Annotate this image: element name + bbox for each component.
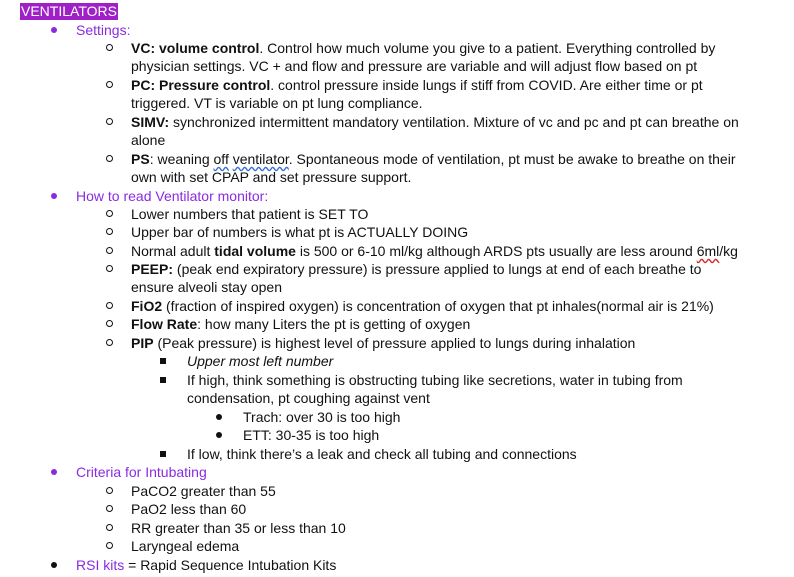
ps-line1	[131, 150, 736, 168]
rsi-line	[76, 556, 336, 574]
bullet	[106, 260, 113, 278]
bullet	[106, 519, 113, 537]
ps-text-a: : weaning	[149, 151, 214, 167]
pc-line1	[131, 76, 703, 94]
bullet	[216, 408, 222, 426]
pc-term: PC: Pressure control	[131, 77, 271, 93]
settings-heading: Settings:	[76, 22, 131, 38]
intubating-item: Laryngeal edema	[131, 538, 240, 554]
simv-line1	[131, 113, 739, 131]
pip-term: PIP	[131, 335, 154, 351]
bullet	[106, 297, 113, 315]
simv-line2: alone	[131, 132, 166, 148]
monitor-upper: Upper bar of numbers is what pt is ACTUALLY DOING	[131, 224, 469, 240]
pc-text: . control pressure inside lungs if stiff from COVID. Are either time or pt	[270, 77, 703, 93]
tidal-6ml: 6ml	[696, 243, 720, 259]
ps-term: PS	[131, 151, 150, 167]
pip-sub3: If low, think there’s a leak and check all tubing and connections	[187, 446, 577, 462]
intubating-heading: Criteria for Intubating	[76, 464, 207, 480]
intubating-item: RR greater than 35 or less than 10	[131, 520, 346, 536]
bullet	[106, 76, 113, 94]
page-title: VENTILATORS	[21, 3, 117, 19]
ps-ventilator-word: ventilator	[232, 151, 289, 167]
peep-text: (peak end expiratory pressure) is pressure applied to lungs at end of each breathe to	[173, 261, 702, 277]
bullet	[51, 556, 57, 574]
pip-sub2-line1: If high, think something is obstructing tubing like secretions, water in tubing from	[187, 372, 683, 388]
vc-text: . Control how much volume you give to a patient. Everything controlled by	[259, 40, 716, 56]
tidal-text-b: is 500 or 6-10 ml/kg although ARDS pts usually are less around	[295, 243, 697, 259]
pip-trach: Trach: over 30 is too high	[243, 409, 401, 425]
pip-sub2-line2: condensation, pt coughing against vent	[187, 390, 430, 406]
peep-line2: ensure alveoli stay open	[131, 279, 282, 295]
tidal-line	[131, 242, 738, 260]
bullet	[106, 482, 113, 500]
bullet	[160, 371, 166, 389]
rsi-text: = Rapid Sequence Intubation Kits	[124, 557, 337, 573]
ps-text-b: . Spontaneous mode of ventilation, pt must be awake to breathe on their	[288, 151, 736, 167]
pip-sub1	[187, 352, 333, 370]
fio2-line	[131, 297, 714, 315]
simv-term: SIMV:	[131, 114, 170, 130]
peep-line1	[131, 260, 701, 278]
pip-line	[131, 334, 635, 352]
vc-term: VC: volume control	[131, 40, 260, 56]
bullet	[106, 150, 113, 168]
bullet	[51, 21, 57, 39]
intubating-item: PaO2 less than 60	[131, 501, 247, 517]
pip-sub1-text: Upper most left number	[187, 353, 334, 369]
pip-ett: ETT: 30-35 is too high	[243, 427, 380, 443]
bullet	[106, 39, 113, 57]
bullet	[106, 242, 113, 260]
peep-term: PEEP:	[131, 261, 174, 277]
flow-line	[131, 315, 470, 333]
tidal-text-a: Normal adult	[131, 243, 215, 259]
tidal-text-d: /kg	[719, 243, 738, 259]
rsi-heading: RSI kits	[76, 557, 125, 573]
bullet	[216, 426, 222, 444]
bullet	[51, 463, 57, 481]
vc-line2: physician settings. VC + and flow and pressure are variable and will adjust flow based on pt	[131, 58, 698, 74]
intubating-item: PaCO2 greater than 55	[131, 483, 276, 499]
pip-text: (Peak pressure) is highest level of pressure applied to lungs during inhalation	[153, 335, 636, 351]
fio2-text: (fraction of inspired oxygen) is concentration of oxygen that pt inhales(normal air is 21%)	[162, 298, 714, 314]
vc-line1	[131, 39, 715, 57]
bullet	[106, 315, 113, 333]
simv-text: synchronized intermittent mandatory ventilation. Mixture of vc and pc and pt can breathe on	[169, 114, 739, 130]
ps-off-word: off	[213, 151, 229, 167]
monitor-heading: How to read Ventilator monitor:	[76, 188, 269, 204]
bullet	[51, 187, 57, 205]
bullet	[106, 205, 113, 223]
flow-term: Flow Rate	[131, 316, 198, 332]
bullet	[106, 223, 113, 241]
pc-line2: triggered. VT is variable on pt lung compliance.	[131, 95, 423, 111]
bullet	[106, 537, 113, 555]
bullet	[106, 334, 113, 352]
ps-line2: own with set CPAP and set pressure support.	[131, 169, 412, 185]
bullet	[160, 445, 166, 463]
bullet	[160, 352, 166, 370]
monitor-lower: Lower numbers that patient is SET TO	[131, 206, 369, 222]
bullet	[106, 500, 113, 518]
fio2-term: FiO2	[131, 298, 163, 314]
flow-text: : how many Liters the pt is getting of oxygen	[197, 316, 471, 332]
bullet	[106, 113, 113, 131]
tidal-term: tidal volume	[214, 243, 296, 259]
